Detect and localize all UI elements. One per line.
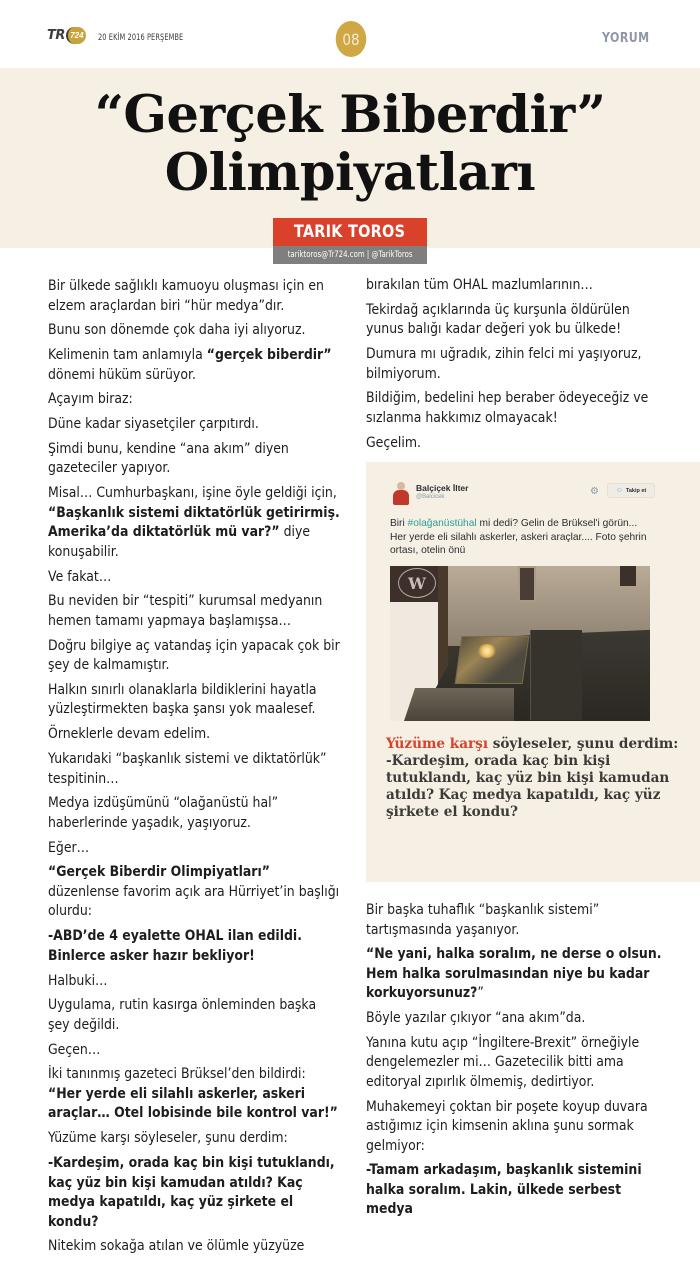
tweet-photo[interactable] bbox=[390, 566, 650, 721]
section-label: YORUM bbox=[602, 31, 650, 46]
article-column-right-bottom bbox=[366, 901, 666, 1225]
sidebar-box bbox=[366, 462, 700, 882]
paragraph-bold: -ABD’de 4 eyalette OHAL ilan edildi. Binlerce asker hazır bekliyor! bbox=[48, 928, 302, 964]
page-number-badge: 08 bbox=[336, 21, 367, 57]
pull-quote-accent: Yüzüme karşı bbox=[386, 736, 488, 752]
paragraph: Ve fakat… bbox=[48, 568, 112, 585]
author-byline bbox=[273, 218, 427, 264]
issue-date: 20 EKİM 2016 PERŞEMBE bbox=[98, 33, 184, 43]
paragraph: “Ne yani, halka soralım, ne derse o olsun. Hem halka sorulmasından niye bu kadar korkuyorsunuz?” bbox=[366, 946, 662, 1002]
person-add-icon: ☺ bbox=[615, 487, 623, 494]
headline-line-2: Olimpiyatları bbox=[164, 143, 536, 203]
paragraph: Bildiğim, bedelini hep beraber ödeyeceğiz ve sızlanma hakkımız olmayacak! bbox=[366, 390, 649, 426]
paragraph: “Gerçek Biberdir Olimpiyatları” düzenlense favorim açık ara Hürriyet’in başlığı olurdu: bbox=[48, 864, 340, 920]
paragraph: Yukarıdaki “başkanlık sistemi ve diktatörlük” tespitinin… bbox=[48, 751, 327, 787]
tweet-author-handle[interactable]: @Balcicek bbox=[416, 494, 445, 500]
hashtag-link[interactable]: #olağanüstühal bbox=[407, 518, 477, 529]
tweet-text: Biri #olağanüstühal mi dedi? Gelin de Brüksel'i görün... Her yerde eli silahlı askerler, askeri araçlar.... Foto şehrin ortası, otelin önü bbox=[390, 518, 647, 556]
paragraph: Tekirdağ açıklarında üç kurşunla öldürülen yunus balığı kadar değeri yok bu ülkede! bbox=[366, 301, 630, 338]
paragraph: Medya izdüşümünü “olağanüstü hal” haberlerinde yaşadık, yaşıyoruz. bbox=[48, 795, 279, 831]
headline-line-1: “Gerçek Biberdir” bbox=[94, 85, 606, 145]
article-headline bbox=[0, 86, 700, 202]
paragraph: Geçen… bbox=[48, 1041, 101, 1058]
author-contact[interactable]: tariktoros@Tr724.com | @TarikToros bbox=[273, 246, 427, 264]
paragraph: Geçelim. bbox=[366, 434, 421, 451]
paragraph: Nitekim sokağa atılan ve ölümle yüzyüze bbox=[48, 1238, 305, 1255]
paragraph: Uygulama, rutin kasırga önleminden başka şey değildi. bbox=[48, 997, 317, 1033]
paragraph: Misal… Cumhurbaşkanı, işine öyle geldiği için, “Başkanlık sistemi diktatörlük getirirmiş. Amerika’da diktatörlük mü var?” diye konuşabilir. bbox=[48, 485, 340, 560]
article-column-right-top bbox=[366, 276, 666, 458]
logo-badge: 724 bbox=[66, 27, 86, 44]
paragraph: Bir ülkede sağlıklı kamuoyu oluşması için en elzem araçlardan biri “hür medya”dır. bbox=[48, 278, 324, 314]
paragraph: Bunu son dönemde çok daha iyi alıyoruz. bbox=[48, 322, 306, 339]
author-name: TARIK TOROS bbox=[273, 218, 427, 246]
paragraph: Açayım biraz: bbox=[48, 391, 133, 408]
paragraph: Yanına kutu açıp “İngiltere-Brexit” örneğiyle dengelemezler mi… Gazetecilik bitti ama editoryal zıpırlık ölmemiş, dedirtiyor. bbox=[366, 1034, 640, 1090]
pull-quote-text: -Kardeşim, orada kaç bin kişi tutuklandı, kaç yüz bin kişi kamudan atıldı? Kaç medya kapatıldı, kaç yüz şirkete el kondu? bbox=[386, 753, 670, 820]
paragraph: bırakılan tüm OHAL mazlumlarının… bbox=[366, 277, 593, 293]
paragraph: Dumura mı uğradık, zihin felci mi yaşıyoruz, bilmiyorum. bbox=[366, 346, 642, 382]
paragraph: Muhakemeyi çoktan bir poşete koyup duvara astığımız için kimsenin aklına şunu sormak gelmiyor: bbox=[366, 1098, 648, 1154]
logo-text: TR bbox=[47, 28, 65, 43]
paragraph: Doğru bilgiye aç vatandaş için yapacak çok bir şey de kalmamıştır. bbox=[48, 637, 340, 674]
follow-button[interactable]: ☺ Takip et bbox=[607, 483, 655, 498]
gear-icon[interactable]: ⚙ bbox=[590, 486, 599, 497]
embedded-tweet bbox=[390, 480, 650, 558]
hotel-sign-logo: W bbox=[398, 568, 436, 598]
paragraph: Eğer… bbox=[48, 839, 90, 856]
paragraph: Halbuki… bbox=[48, 972, 108, 989]
tweet-header bbox=[390, 480, 650, 510]
paragraph: Halkın sınırlı olanaklarla bildiklerini hayatla yüzleştirmekten başka şansı yok maalesef. bbox=[48, 681, 317, 718]
paragraph: Örneklerle devam edelim. bbox=[48, 726, 211, 743]
avatar[interactable] bbox=[392, 482, 410, 506]
paragraph: İki tanınmış gazeteci Brüksel’den bildirdi: “Her yerde eli silahlı askerler, askeri araçlar… Otel lobisinde bile kontrol var!” bbox=[48, 1066, 338, 1122]
paragraph-bold: -Tamam arkadaşım, başkanlık sistemini halka soralım. Lakin, ülkede serbest medya bbox=[366, 1162, 642, 1218]
tweet-author-name[interactable]: Balçiçek İlter bbox=[416, 483, 469, 493]
paragraph: Yüzüme karşı söyleseler, şunu derdim: bbox=[48, 1130, 288, 1147]
page-header bbox=[0, 0, 700, 68]
paragraph-bold: -Kardeşim, orada kaç bin kişi tutuklandı, kaç yüz bin kişi kamudan atıldı? Kaç medya kapatıldı, kaç yüz şirkete el kondu? bbox=[48, 1155, 335, 1230]
paragraph: Kelimenin tam anlamıyla “gerçek biberdir” dönemi hüküm sürüyor. bbox=[48, 347, 332, 383]
paragraph: Şimdi bunu, kendine “ana akım” diyen gazeteciler yapıyor. bbox=[48, 440, 289, 477]
tr724-logo[interactable] bbox=[47, 27, 86, 44]
pull-quote: Yüzüme karşı söyleseler, şunu derdim: -Kardeşim, orada kaç bin kişi tutuklandı, kaç yüz bin kişi kamudan atıldı? Kaç medya kapatıldı, kaç yüz şirkete el kondu? bbox=[386, 736, 679, 820]
paragraph: Bir başka tuhaflık “başkanlık sistemi” tartışmasında yaşanıyor. bbox=[366, 902, 600, 938]
paragraph: Düne kadar siyasetçiler çarpıtırdı. bbox=[48, 416, 259, 433]
article-column-left bbox=[48, 277, 340, 1262]
paragraph: Böyle yazılar çıkıyor “ana akım”da. bbox=[366, 1010, 586, 1027]
paragraph: Bu neviden bir “tespiti” kurumsal medyanın hemen tamamı yapmaya başlamışsa… bbox=[48, 593, 323, 629]
